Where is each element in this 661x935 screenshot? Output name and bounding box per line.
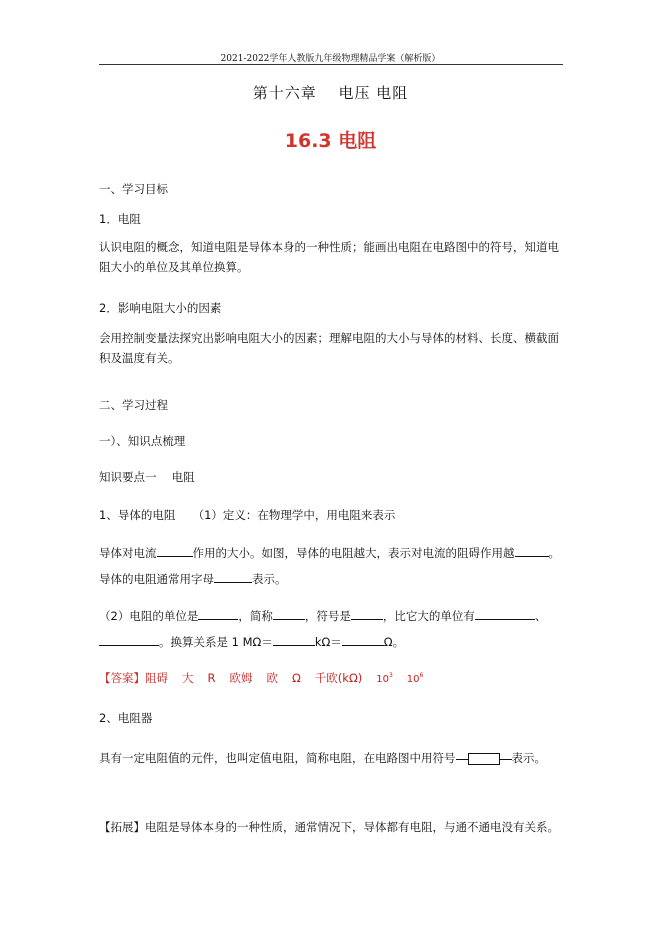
process-heading: 二、学习过程 — [99, 398, 168, 412]
resistor-symbol-icon — [456, 752, 512, 766]
goal2-title: 2．影响电阻大小的因素 — [99, 301, 222, 315]
point1-heading: 知识要点一 电阻 — [99, 470, 195, 484]
fill2-line1: （2）电阻的单位是 ，简称 ，符号是 ，比它大的单位有 、 — [99, 609, 547, 623]
goal2-text: 会用控制变量法探究出影响电阻大小的因素；理解电阻的大小与导体的材料、长度、横截面积及温度有关。 — [99, 331, 559, 365]
header-rule — [99, 64, 563, 65]
fill1-line2: 导体的电阻通常用字母 表示。 — [99, 572, 287, 586]
blank-6[interactable] — [351, 608, 383, 620]
blank-5[interactable] — [273, 608, 305, 620]
goal1-text: 认识电阻的概念，知道电阻是导体本身的一种性质；能画出电阻在电路图中的符号，知道电阻大小的单位及其单位换算。 — [99, 240, 559, 274]
fill1-line1: 导体对电流 作用的大小。如图，导体的电阻越大，表示对电流的阻碍作用越 。 — [99, 546, 560, 560]
blank-8[interactable] — [99, 634, 159, 646]
blank-9[interactable] — [273, 634, 315, 646]
goals-heading: 一、学习目标 — [99, 182, 168, 196]
blank-4[interactable] — [198, 608, 238, 620]
blank-7[interactable] — [475, 608, 535, 620]
goal1-title: 1．电阻 — [99, 212, 141, 226]
page-header: 2021-2022学年人教版九年级物理精品学案（解析版） — [220, 54, 441, 64]
chapter-title: 第十六章 电压 电阻 — [252, 84, 409, 102]
blank-3[interactable] — [214, 571, 252, 583]
blank-1[interactable] — [157, 545, 193, 557]
answer-line: 【答案】阻碍 大 R 欧姆 欧 Ω 千欧(kΩ) $10^3$ $10^6$ — [99, 671, 424, 685]
blank-10[interactable] — [342, 634, 384, 646]
knowledge-heading: 一）、知识点梳理 — [99, 434, 186, 448]
extension-text: 【拓展】电阻是导体本身的一种性质，通常情况下，导体都有电阻，与通不通电没有关系。 — [99, 820, 559, 834]
item1-title: 1、导体的电阻 （1）定义：在物理学中，用电阻来表示 — [99, 508, 396, 522]
item2-title: 2、电阻器 — [99, 711, 153, 725]
blank-2[interactable] — [515, 545, 549, 557]
answer-label: 【答案】 — [99, 671, 145, 685]
fill2-line2: 。换算关系是 1 MΩ＝ kΩ＝ Ω。 — [99, 634, 404, 650]
resistor-line: 具有一定电阻值的元件，也叫定值电阻，简称电阻，在电路图中用符号 表示。 — [99, 751, 546, 765]
section-title: 16.3 电阻 — [284, 130, 377, 152]
